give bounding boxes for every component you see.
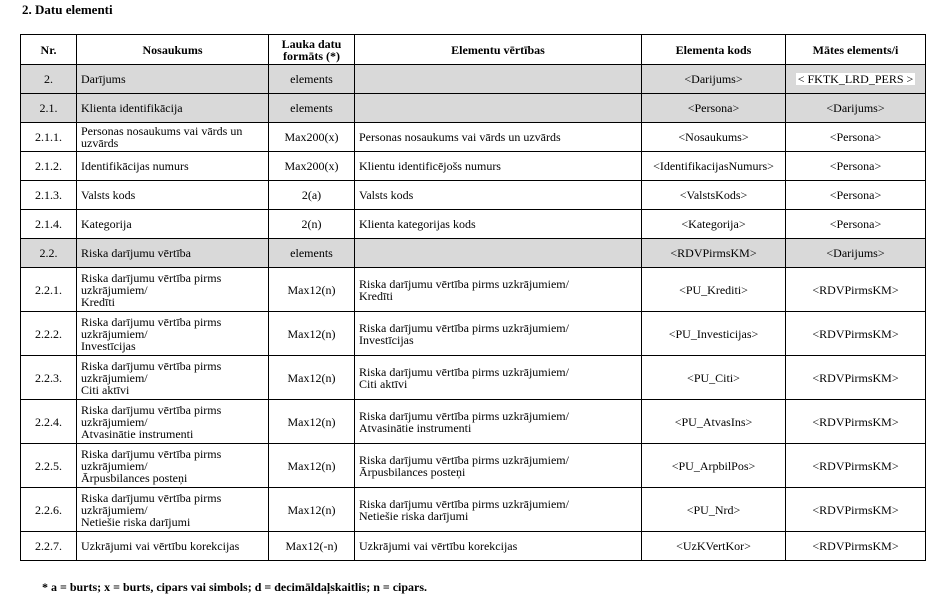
table-row bbox=[21, 532, 926, 561]
cell-parent: <Persona> bbox=[786, 181, 926, 210]
cell-values: Riska darījumu vērtība pirms uzkrājumiem/ Ārpusbilances posteņi bbox=[355, 444, 642, 488]
cell-format: Max12(n) bbox=[269, 444, 355, 488]
cell-nr: 2.2.1. bbox=[21, 268, 77, 312]
table-row bbox=[21, 152, 926, 181]
section-heading: 2. Datu elementi bbox=[22, 2, 113, 17]
column-header-values: Elementu vērtības bbox=[355, 35, 642, 65]
table-row bbox=[21, 312, 926, 356]
cell-nr: 2.1.4. bbox=[21, 210, 77, 239]
cell-values: Riska darījumu vērtība pirms uzkrājumiem/ Netiešie riska darījumi bbox=[355, 488, 642, 532]
cell-parent: <RDVPirmsKM> bbox=[786, 268, 926, 312]
cell-name: Personas nosaukums vai vārds un uzvārds bbox=[77, 123, 269, 152]
cell-nr: 2.1.1. bbox=[21, 123, 77, 152]
table-row bbox=[21, 239, 926, 268]
table-row bbox=[21, 123, 926, 152]
cell-nr: 2.2.6. bbox=[21, 488, 77, 532]
cell-format: elements bbox=[269, 65, 355, 94]
cell-parent: <RDVPirmsKM> bbox=[786, 400, 926, 444]
cell-name: Riska darījumu vērtība pirms uzkrājumiem/ Atvasinātie instrumenti bbox=[77, 400, 269, 444]
cell-code: <Darijums> bbox=[642, 65, 786, 94]
cell-code: <PU_AtvasIns> bbox=[642, 400, 786, 444]
cell-name: Uzkrājumi vai vērtību korekcijas bbox=[77, 532, 269, 561]
column-header-name: Nosaukums bbox=[77, 35, 269, 65]
cell-name: Riska darījumu vērtība bbox=[77, 239, 269, 268]
cell-nr: 2.2.7. bbox=[21, 532, 77, 561]
table-body bbox=[21, 65, 926, 561]
table-row bbox=[21, 65, 926, 94]
cell-values bbox=[355, 94, 642, 123]
data-elements-table bbox=[20, 34, 926, 561]
cell-nr: 2.2.2. bbox=[21, 312, 77, 356]
cell-format: 2(n) bbox=[269, 210, 355, 239]
cell-format: 2(a) bbox=[269, 181, 355, 210]
cell-code: <PU_Krediti> bbox=[642, 268, 786, 312]
cell-parent: <Darijums> bbox=[786, 239, 926, 268]
cell-parent: <Persona> bbox=[786, 152, 926, 181]
cell-values: Klientu identificējošs numurs bbox=[355, 152, 642, 181]
table-row bbox=[21, 444, 926, 488]
table-row bbox=[21, 181, 926, 210]
table-row bbox=[21, 356, 926, 400]
cell-values: Riska darījumu vērtība pirms uzkrājumiem/ Citi aktīvi bbox=[355, 356, 642, 400]
cell-format: Max12(n) bbox=[269, 400, 355, 444]
cell-nr: 2.2.3. bbox=[21, 356, 77, 400]
cell-format: Max12(n) bbox=[269, 268, 355, 312]
cell-parent: <RDVPirmsKM> bbox=[786, 488, 926, 532]
parent-element-label: < FKTK_LRD_PERS > bbox=[797, 72, 914, 86]
cell-format: Max12(n) bbox=[269, 488, 355, 532]
column-header-nr: Nr. bbox=[21, 35, 77, 65]
cell-nr: 2.2. bbox=[21, 239, 77, 268]
cell-code: <PU_Nrd> bbox=[642, 488, 786, 532]
cell-format: Max200(x) bbox=[269, 123, 355, 152]
cell-name: Darījums bbox=[77, 65, 269, 94]
table-header-row bbox=[21, 35, 926, 65]
cell-format: Max12(-n) bbox=[269, 532, 355, 561]
cell-code: <PU_Citi> bbox=[642, 356, 786, 400]
table-row bbox=[21, 488, 926, 532]
cell-values: Klienta kategorijas kods bbox=[355, 210, 642, 239]
cell-code: <Persona> bbox=[642, 94, 786, 123]
cell-values bbox=[355, 239, 642, 268]
cell-parent: <RDVPirmsKM> bbox=[786, 532, 926, 561]
cell-parent: <RDVPirmsKM> bbox=[786, 444, 926, 488]
cell-name: Valsts kods bbox=[77, 181, 269, 210]
cell-name: Riska darījumu vērtība pirms uzkrājumiem/ Netiešie riska darījumi bbox=[77, 488, 269, 532]
table-row bbox=[21, 268, 926, 312]
cell-code: <ValstsKods> bbox=[642, 181, 786, 210]
cell-name: Riska darījumu vērtība pirms uzkrājumiem/ Citi aktīvi bbox=[77, 356, 269, 400]
cell-values: Riska darījumu vērtība pirms uzkrājumiem/ Investīcijas bbox=[355, 312, 642, 356]
cell-code: <UzKVertKor> bbox=[642, 532, 786, 561]
cell-values bbox=[355, 65, 642, 94]
cell-code: <RDVPirmsKM> bbox=[642, 239, 786, 268]
cell-format: Max200(x) bbox=[269, 152, 355, 181]
cell-nr: 2.1.3. bbox=[21, 181, 77, 210]
cell-name: Riska darījumu vērtība pirms uzkrājumiem/ Kredīti bbox=[77, 268, 269, 312]
cell-nr: 2.1.2. bbox=[21, 152, 77, 181]
cell-nr: 2. bbox=[21, 65, 77, 94]
cell-values: Personas nosaukums vai vārds un uzvārds bbox=[355, 123, 642, 152]
cell-format: elements bbox=[269, 94, 355, 123]
cell-code: <IdentifikacijasNumurs> bbox=[642, 152, 786, 181]
cell-code: <Kategorija> bbox=[642, 210, 786, 239]
table-row bbox=[21, 400, 926, 444]
table-row bbox=[21, 94, 926, 123]
cell-values: Uzkrājumi vai vērtību korekcijas bbox=[355, 532, 642, 561]
cell-values: Riska darījumu vērtība pirms uzkrājumiem/ Kredīti bbox=[355, 268, 642, 312]
cell-parent: <RDVPirmsKM> bbox=[786, 312, 926, 356]
cell-name: Kategorija bbox=[77, 210, 269, 239]
cell-parent: <Darijums> bbox=[786, 94, 926, 123]
cell-name: Klienta identifikācija bbox=[77, 94, 269, 123]
format-footnote: * a = burts; x = burts, cipars vai simbols; d = decimāldaļskaitlis; n = cipars. bbox=[42, 580, 428, 594]
cell-parent: <RDVPirmsKM> bbox=[786, 356, 926, 400]
cell-nr: 2.2.4. bbox=[21, 400, 77, 444]
column-header-format: Lauka datu formāts (*) bbox=[269, 35, 355, 65]
column-header-parent: Mātes elements/i bbox=[786, 35, 926, 65]
cell-parent: <Persona> bbox=[786, 123, 926, 152]
cell-values: Valsts kods bbox=[355, 181, 642, 210]
cell-name: Identifikācijas numurs bbox=[77, 152, 269, 181]
cell-parent bbox=[786, 65, 926, 94]
cell-values: Riska darījumu vērtība pirms uzkrājumiem/ Atvasinātie instrumenti bbox=[355, 400, 642, 444]
cell-code: <PU_Investicijas> bbox=[642, 312, 786, 356]
cell-code: <Nosaukums> bbox=[642, 123, 786, 152]
cell-format: Max12(n) bbox=[269, 356, 355, 400]
cell-parent: <Persona> bbox=[786, 210, 926, 239]
cell-name: Riska darījumu vērtība pirms uzkrājumiem/ Ārpusbilances posteņi bbox=[77, 444, 269, 488]
cell-nr: 2.2.5. bbox=[21, 444, 77, 488]
table-row bbox=[21, 210, 926, 239]
cell-format: Max12(n) bbox=[269, 312, 355, 356]
cell-format: elements bbox=[269, 239, 355, 268]
cell-name: Riska darījumu vērtība pirms uzkrājumiem/ Investīcijas bbox=[77, 312, 269, 356]
cell-nr: 2.1. bbox=[21, 94, 77, 123]
cell-code: <PU_ArpbilPos> bbox=[642, 444, 786, 488]
column-header-code: Elementa kods bbox=[642, 35, 786, 65]
